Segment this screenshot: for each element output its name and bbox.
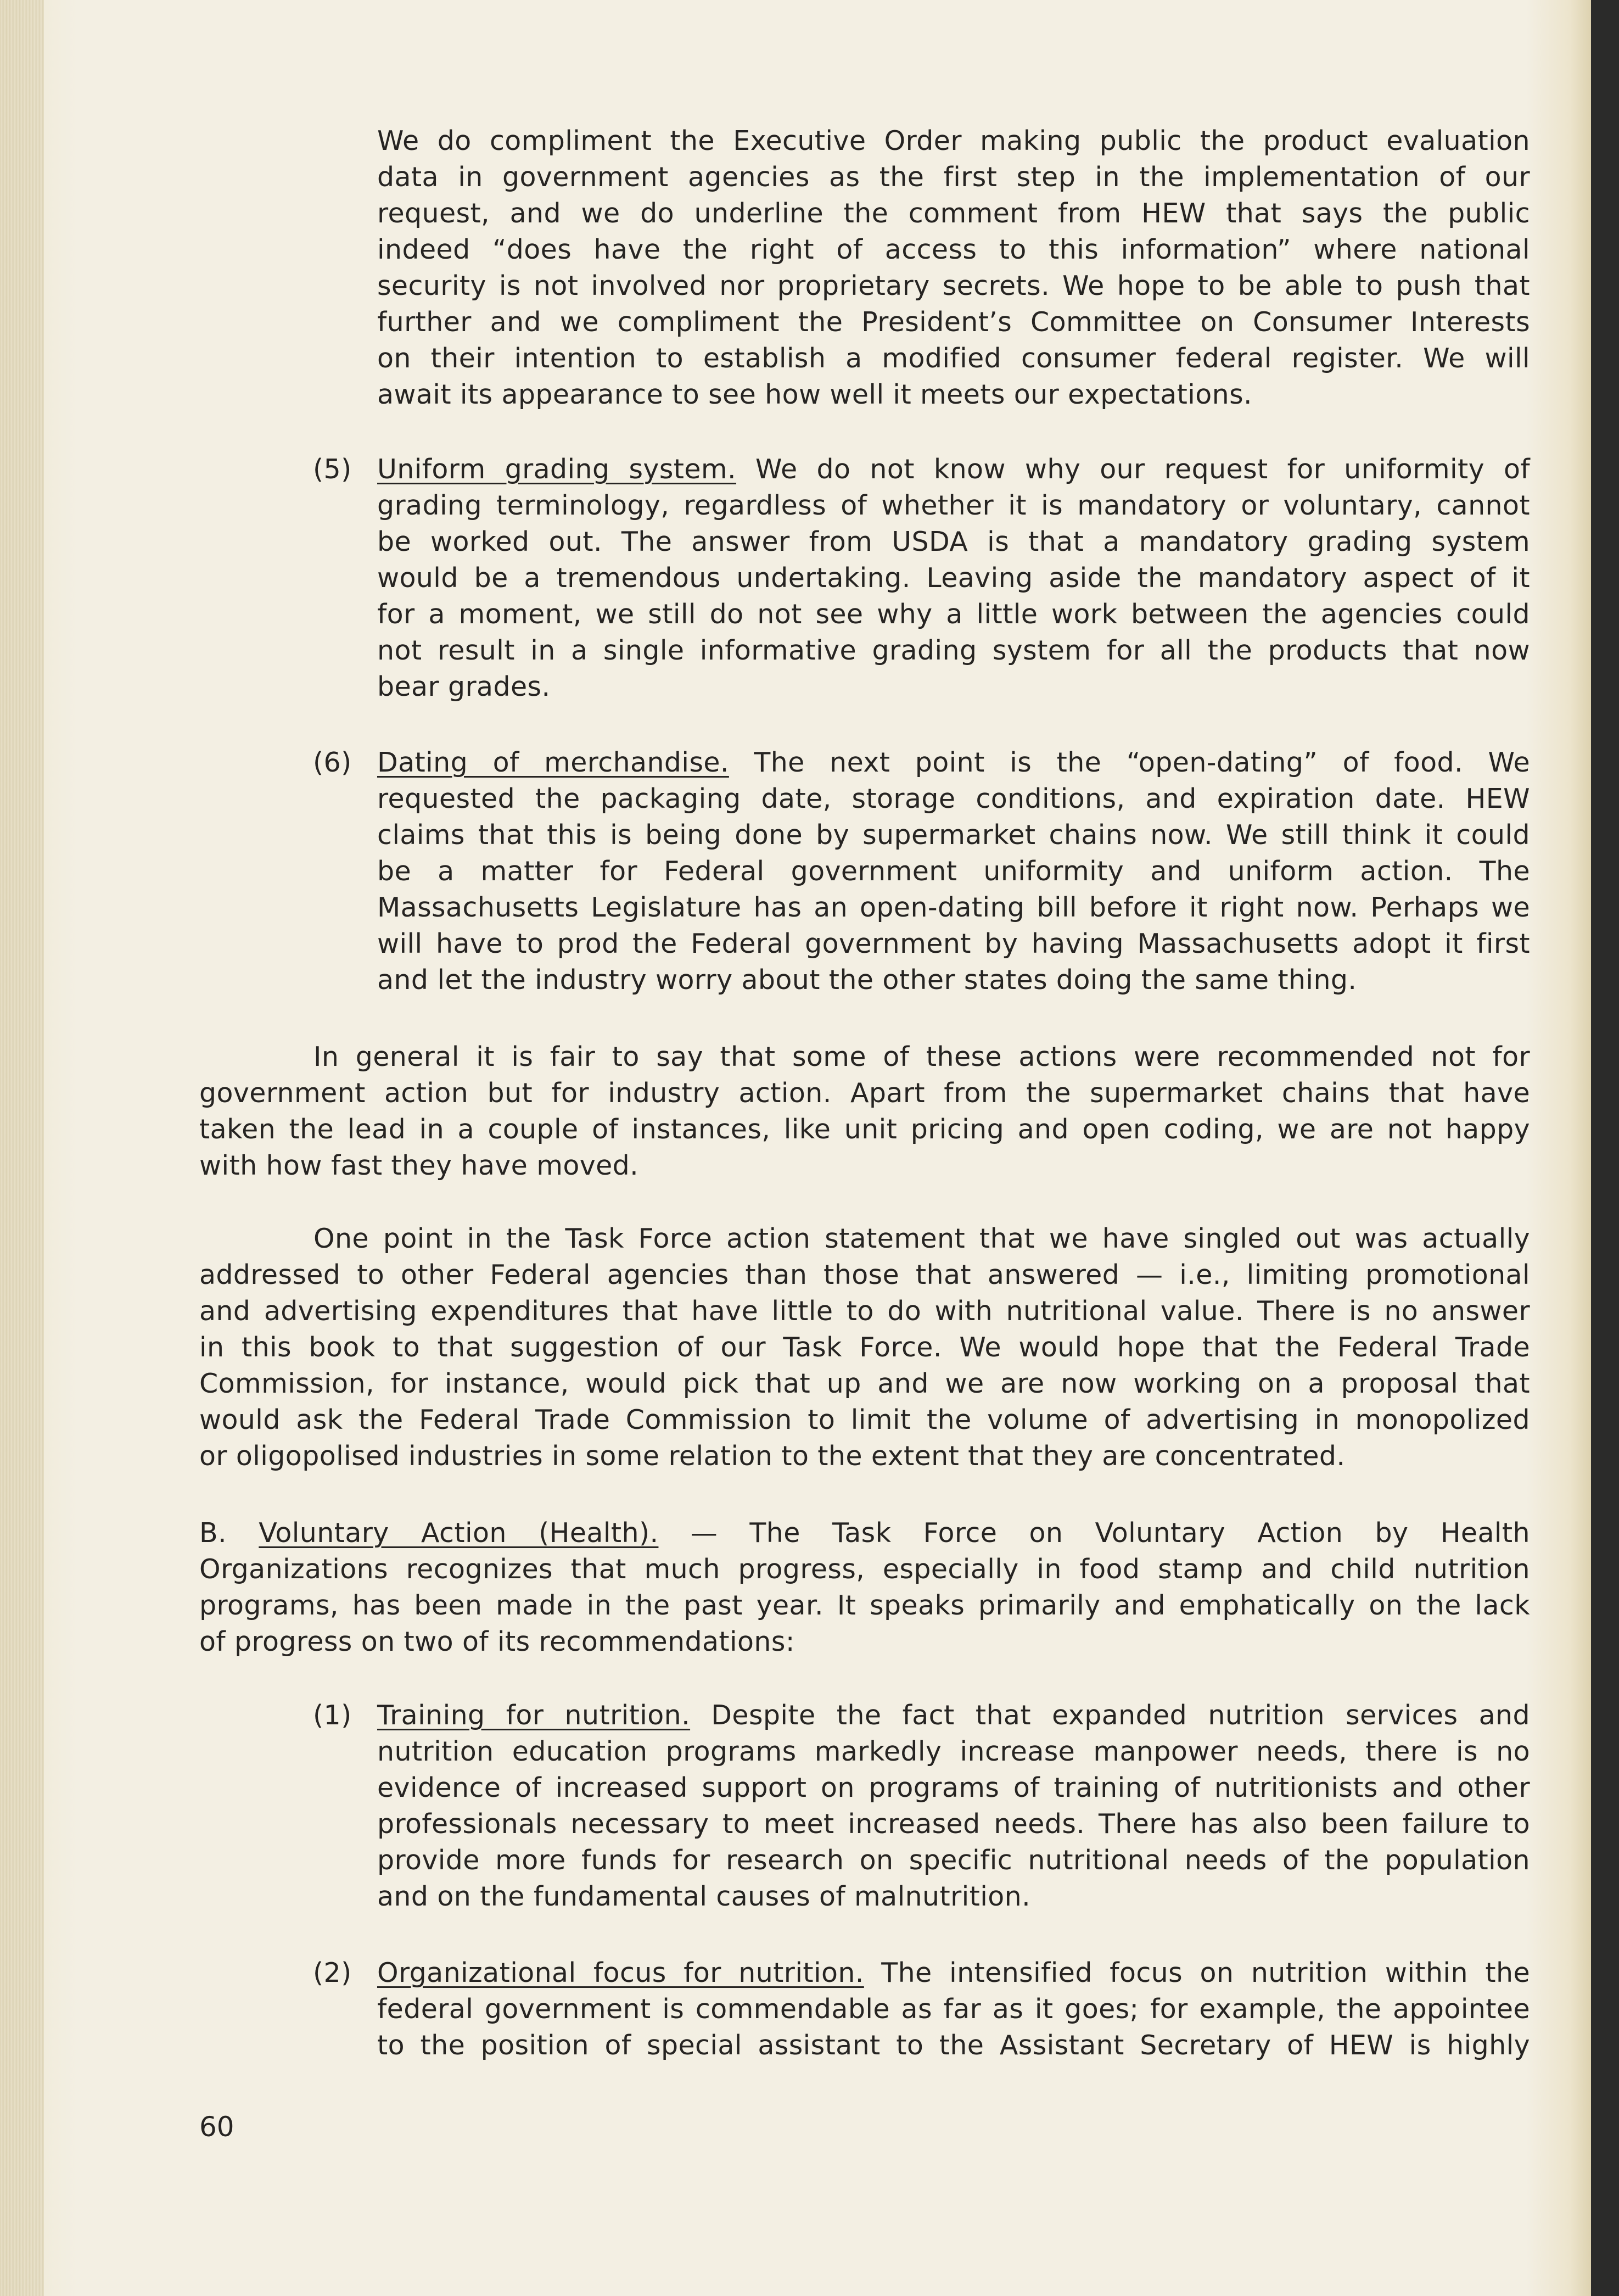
text-line: data in government agencies as the first step in the implementation of our [377, 161, 1530, 193]
text-line: would be a tremendous undertaking. Leaving aside the mandatory aspect of it [377, 562, 1530, 594]
text-line: Organizations recognizes that much progress, especially in food stamp and child nutrition [199, 1554, 1530, 1585]
text-line: evidence of increased support on programs of training of nutritionists and other [377, 1772, 1530, 1803]
item-2-paragraph [377, 1955, 1530, 2064]
section-b-heading: Voluntary Action (Health). [259, 1517, 659, 1549]
text-line: for a moment, we still do not see why a little work between the agencies could [377, 599, 1530, 630]
text-line: be a matter for Federal government uniformity and uniform action. The [377, 856, 1530, 887]
item-6-paragraph [377, 745, 1530, 998]
item-1-heading: Training for nutrition. [377, 1700, 691, 1731]
text-line: indeed “does have the right of access to this information” where national [377, 234, 1530, 265]
text-line: federal government is commendable as far as it goes; for example, the appointee [377, 1993, 1530, 2025]
page-number: 60 [199, 2111, 234, 2143]
text-line: on their intention to establish a modified consumer federal register. We will [377, 343, 1530, 374]
text-line: addressed to other Federal agencies than those that answered — i.e., limiting promotional [199, 1259, 1530, 1291]
intro-paragraph [377, 123, 1530, 413]
scan-background [1591, 0, 1619, 2296]
item-2-label: (2) [313, 1957, 352, 1988]
text-line: Massachusetts Legislature has an open-dating bill before it right now. Perhaps we [377, 892, 1530, 923]
item-5-paragraph [377, 451, 1530, 705]
text-line: Commission, for instance, would pick that up and we are now working on a proposal that [199, 1368, 1530, 1399]
text-line: and advertising expenditures that have little to do with nutritional value. There is no answer [199, 1295, 1530, 1327]
text-line: be worked out. The answer from USDA is that a mandatory grading system [377, 526, 1530, 557]
text-line: claims that this is being done by supermarket chains now. We still think it could [377, 819, 1530, 851]
item-1-label: (1) [313, 1700, 352, 1731]
item-2-heading: Organizational focus for nutrition. [377, 1957, 864, 1988]
item-5-heading: Uniform grading system. [377, 454, 737, 485]
text-line: in this book to that suggestion of our Task Force. We would hope that the Federal Trade [199, 1332, 1530, 1363]
item-1-paragraph [377, 1697, 1530, 1915]
item-6-label: (6) [313, 747, 352, 778]
text-line: and let the industry worry about the other states doing the same thing. [377, 964, 1357, 996]
text-line: with how fast they have moved. [199, 1150, 639, 1181]
text-line: further and we compliment the President’s Committee on Consumer Interests [377, 306, 1530, 338]
text-line: or oligopolised industries in some relation to the extent that they are concentrated. [199, 1440, 1346, 1472]
general-paragraph [199, 1039, 1530, 1184]
one-point-paragraph [199, 1221, 1530, 1474]
text-line: government action but for industry action. Apart from the supermarket chains that have [199, 1077, 1530, 1109]
text-line: Uniform grading system. We do not know why our request for uniformity of [377, 454, 1530, 485]
text-line: security is not involved nor proprietary secrets. We hope to be able to push that [377, 270, 1530, 301]
text-line: programs, has been made in the past year. It speaks primarily and emphatically on the lack [199, 1590, 1530, 1621]
text-line: One point in the Task Force action statement that we have singled out was actually [313, 1223, 1530, 1254]
text-line: grading terminology, regardless of whether it is mandatory or voluntary, cannot [377, 490, 1530, 521]
text-line: not result in a single informative grading system for all the products that now [377, 635, 1530, 666]
text-line: provide more funds for research on specific nutritional needs of the population [377, 1845, 1530, 1876]
text-line: Organizational focus for nutrition. The intensified focus on nutrition within the [377, 1957, 1530, 1988]
item-5-label: (5) [313, 454, 352, 485]
text-line: would ask the Federal Trade Commission to limit the volume of advertising in monopolized [199, 1404, 1530, 1435]
text-line: of progress on two of its recommendations: [199, 1626, 795, 1657]
text-line: and on the fundamental causes of malnutrition. [377, 1881, 1031, 1912]
item-6-heading: Dating of merchandise. [377, 747, 729, 778]
text-line: Training for nutrition. Despite the fact that expanded nutrition services and [377, 1700, 1530, 1731]
text-line: nutrition education programs markedly increase manpower needs, there is no [377, 1736, 1530, 1767]
text-line: B. Voluntary Action (Health). — The Task Force on Voluntary Action by Health [199, 1517, 1530, 1549]
text-line: taken the lead in a couple of instances, like unit pricing and open coding, we are not happy [199, 1114, 1530, 1145]
page-binding-edge [0, 0, 44, 2296]
text-line: will have to prod the Federal government by having Massachusetts adopt it first [377, 928, 1530, 959]
text-line: professionals necessary to meet increased needs. There has also been failure to [377, 1808, 1530, 1840]
text-line: bear grades. [377, 671, 551, 702]
section-b-paragraph [199, 1515, 1530, 1660]
text-line: In general it is fair to say that some of these actions were recommended not for [313, 1041, 1530, 1072]
text-line: requested the packaging date, storage conditions, and expiration date. HEW [377, 783, 1530, 814]
text-line: await its appearance to see how well it meets our expectations. [377, 379, 1253, 410]
text-line: We do compliment the Executive Order making public the product evaluation [377, 125, 1530, 157]
text-line: Dating of merchandise. The next point is the “open-dating” of food. We [377, 747, 1531, 778]
text-line: request, and we do underline the comment from HEW that says the public [377, 198, 1530, 229]
text-line: to the position of special assistant to the Assistant Secretary of HEW is highly [377, 2030, 1530, 2061]
